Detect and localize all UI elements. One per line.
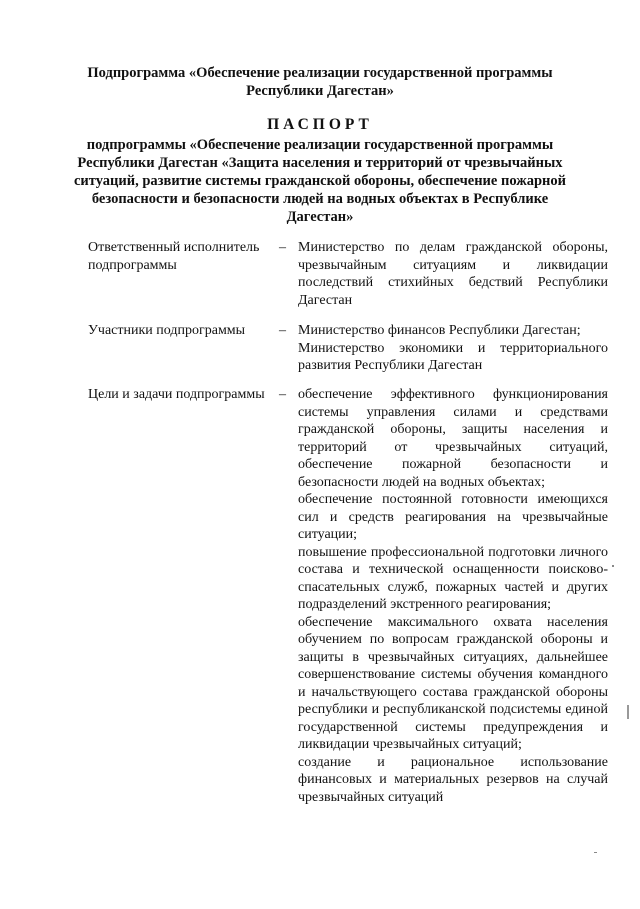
scan-speck bbox=[612, 565, 614, 567]
row-label: Участники подпрограммы bbox=[88, 323, 246, 338]
row-paragraph: обеспечение постоянной готовности имеющихся сил и средств реагирования на чрезвычайные ситуации; bbox=[298, 492, 608, 542]
row-paragraph: обеспечение максимального охвата населения обучением по вопросам гражданской обороны и защиты в чрезвычайных ситуациях, дальнейшее совершенствование системы обучения командного и начальствующего состава гражданской обороны республики и республиканской подсистемы единой государственной системы предупреждения и ликвидации чрезвычайных ситуаций; bbox=[298, 614, 608, 752]
row-paragraph: Министерство финансов Республики Дагестан; bbox=[298, 323, 581, 338]
row-label: Цели и задачи подпрограммы bbox=[88, 387, 265, 402]
subprogram-title: Подпрограмма «Обеспечение реализации государственной программы Республики Дагестан» bbox=[87, 65, 553, 99]
row-label: Ответственный исполнитель подпрограммы bbox=[88, 240, 260, 273]
row-paragraph: обеспечение эффективного функционирования системы управления силами и средствами гражданской обороны, защиты населения и территорий от чрезвычайных ситуаций, обеспечение пожарной безопасности и безопасности людей на водных объектах; bbox=[298, 387, 608, 490]
row-value bbox=[298, 239, 608, 309]
passport-heading: ПАСПОРТ bbox=[267, 116, 373, 133]
row-paragraph: создание и рациональное использование финансовых и материальных резервов на случай чрезвычайных ситуаций bbox=[298, 754, 608, 805]
row-dash: – bbox=[279, 323, 286, 338]
scan-speck bbox=[594, 852, 597, 853]
row-paragraph: повышение профессиональной подготовки личного состава и технической оснащенности поисково-спасательных служб, пожарных частей и других подразделений экстренного реагирования; bbox=[298, 544, 608, 612]
row-dash: – bbox=[279, 387, 286, 402]
passport-subtitle: подпрограммы «Обеспечение реализации государственной программы Республики Дагестан «Защита населения и территорий от чрезвычайных ситуаций, развитие системы гражданской обороны, обеспечение пожарной безопасности и безопасности людей на водных объектах в Республике Дагестан» bbox=[74, 137, 566, 225]
scan-speck bbox=[627, 705, 629, 719]
row-dash: – bbox=[279, 240, 286, 255]
row-paragraph: Министерство экономики и территориального развития Республики Дагестан bbox=[298, 340, 608, 373]
row-paragraph: Министерство по делам гражданской обороны, чрезвычайным ситуациям и ликвидации последствий стихийных бедствий Республики Дагестан bbox=[298, 240, 608, 308]
row-value bbox=[298, 322, 608, 375]
row-value bbox=[298, 386, 608, 806]
